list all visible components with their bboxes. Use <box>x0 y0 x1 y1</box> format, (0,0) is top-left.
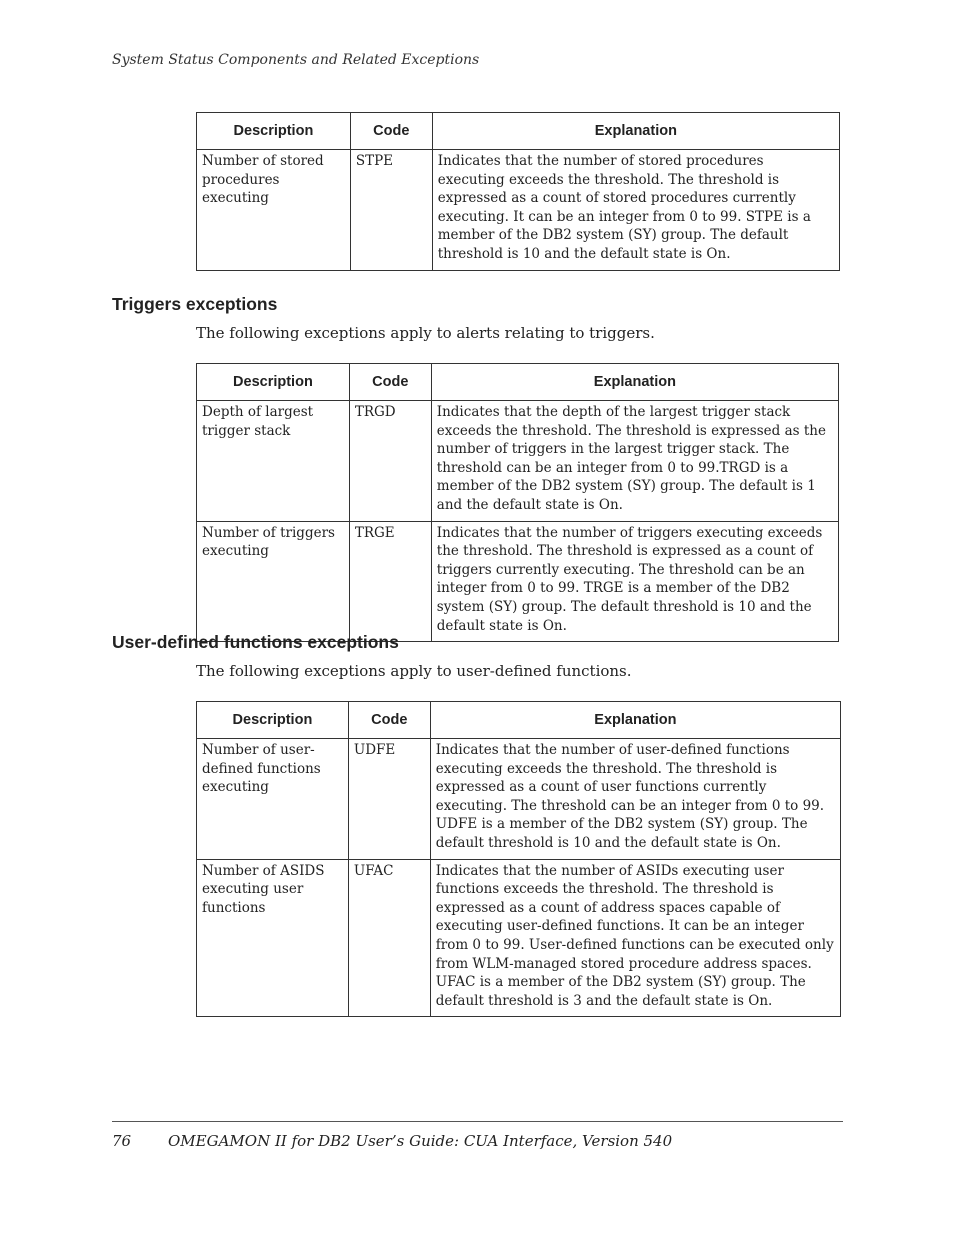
book-title: OMEGAMON II for DB2 User’s Guide: CUA Interface, Version 540 <box>168 1132 673 1150</box>
row-description: Number of stored procedures executing <box>197 150 351 271</box>
column-header-explanation: Explanation <box>430 702 840 739</box>
row-explanation: Indicates that the number of user-defined functions executing exceeds the threshold. The threshold is expressed as a count of user functions currently executing. The threshold can be an integer from 0 to 99. UDFE is a member of the DB2 system (SY) group. The default threshold is 10 and the default state is On. <box>430 739 840 860</box>
table-row <box>197 401 839 522</box>
table-header-row <box>197 113 840 150</box>
column-header-code: Code <box>349 364 431 401</box>
table-header-row <box>197 364 839 401</box>
footer-rule <box>112 1121 843 1122</box>
row-explanation: Indicates that the number of ASIDs executing user functions exceeds the threshold. The threshold is expressed as a count of address spaces capable of executing user-defined functions. It can be an integer from 0 to 99. User-defined functions can be executed only from WLM-managed stored procedure address spaces. UFAC is a member of the DB2 system (SY) group. The default threshold is 3 and the default state is On. <box>430 859 840 1017</box>
stored-procedures-table <box>196 112 840 271</box>
column-header-explanation: Explanation <box>431 364 838 401</box>
row-description: Number of user-defined functions executing <box>197 739 349 860</box>
row-code: TRGE <box>349 521 431 642</box>
column-header-explanation: Explanation <box>432 113 839 150</box>
udf-intro: The following exceptions apply to user-defined functions. <box>196 662 632 680</box>
running-head: System Status Components and Related Exceptions <box>112 52 480 68</box>
table-row <box>197 521 839 642</box>
column-header-description: Description <box>197 702 349 739</box>
row-code: STPE <box>350 150 432 271</box>
page-number: 76 <box>112 1132 132 1150</box>
table-row <box>197 859 841 1017</box>
triggers-intro: The following exceptions apply to alerts relating to triggers. <box>196 324 655 342</box>
row-explanation: Indicates that the number of triggers executing exceeds the threshold. The threshold is expressed as a count of triggers currently executing. The threshold can be an integer from 0 to 99. TRGE is a member of the DB2 system (SY) group. The default threshold is 10 and the default state is On. <box>431 521 838 642</box>
triggers-table <box>196 363 839 642</box>
row-description: Depth of largest trigger stack <box>197 401 350 522</box>
column-header-code: Code <box>350 113 432 150</box>
column-header-description: Description <box>197 364 350 401</box>
table-header-row <box>197 702 841 739</box>
column-header-description: Description <box>197 113 351 150</box>
row-code: UFAC <box>348 859 430 1017</box>
row-description: Number of ASIDS executing user functions <box>197 859 349 1017</box>
table-row <box>197 739 841 860</box>
row-explanation: Indicates that the depth of the largest trigger stack exceeds the threshold. The threshold is expressed as the number of triggers in the largest trigger stack. The threshold can be an integer from 0 to 99.TRGD is a member of the DB2 system (SY) group. The default is 1 and the default state is On. <box>431 401 838 522</box>
udf-table <box>196 701 841 1017</box>
udf-heading: User-defined functions exceptions <box>112 632 399 652</box>
row-code: TRGD <box>349 401 431 522</box>
row-description: Number of triggers executing <box>197 521 350 642</box>
triggers-heading: Triggers exceptions <box>112 294 278 314</box>
column-header-code: Code <box>348 702 430 739</box>
row-code: UDFE <box>348 739 430 860</box>
row-explanation: Indicates that the number of stored procedures executing exceeds the threshold. The threshold is expressed as a count of stored procedures currently executing. It can be an integer from 0 to 99. STPE is a member of the DB2 system (SY) group. The default threshold is 10 and the default state is On. <box>432 150 839 271</box>
table-row <box>197 150 840 271</box>
page-footer <box>112 1132 672 1150</box>
